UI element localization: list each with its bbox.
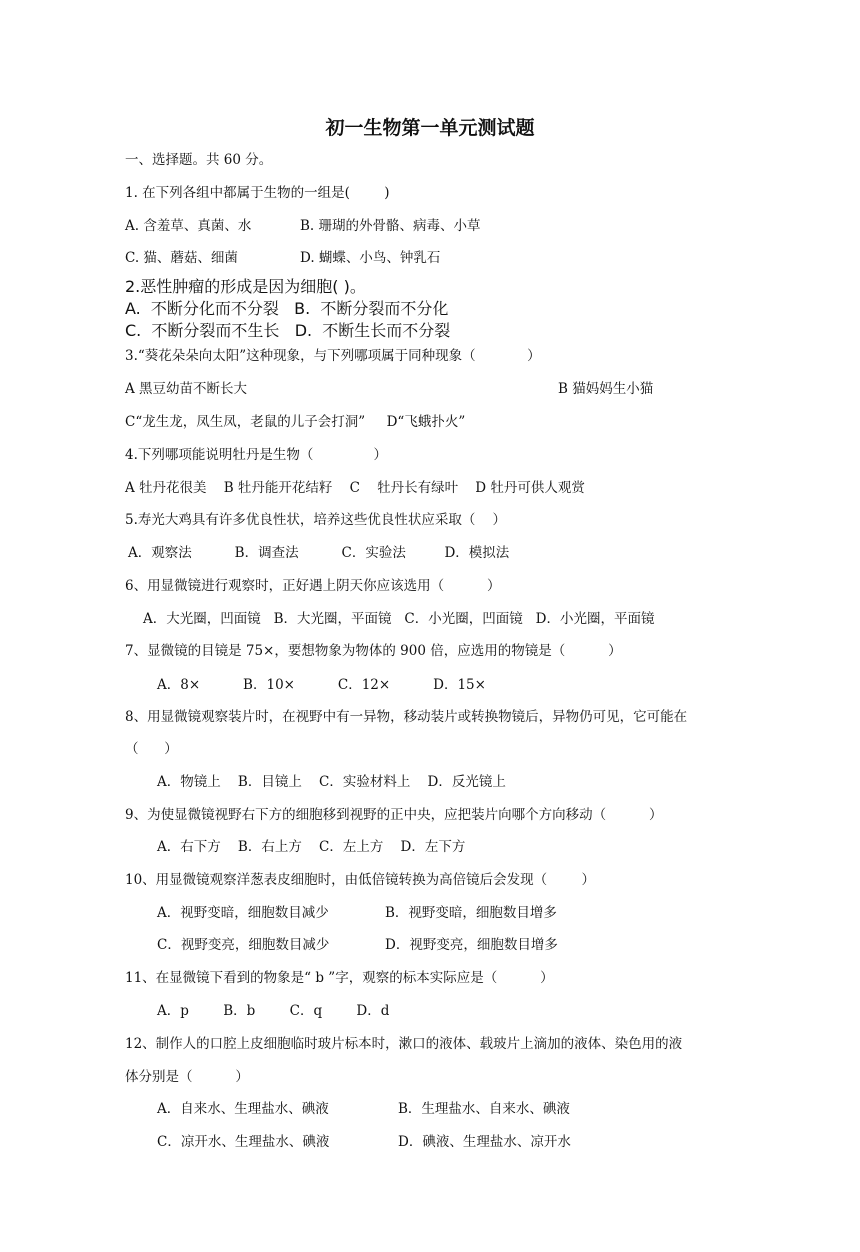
- question-12-option-a: A．自来水、生理盐水、碘液: [157, 1101, 329, 1117]
- question-4-stem: 4.下列哪项能说明牡丹是生物（ ）: [125, 447, 387, 463]
- question-3-stem: 3.“葵花朵朵向太阳”这种现象，与下列哪项属于同种现象（ ）: [125, 348, 541, 364]
- question-12-option-d: D．碘液、生理盐水、凉开水: [398, 1134, 571, 1150]
- question-1-option-a: A. 含羞草、真菌、水: [125, 218, 252, 234]
- question-2-options-ab: A. 不断分化而不分裂 B. 不断分裂而不分化: [125, 299, 449, 318]
- question-2-options-cd: C. 不断分裂而不生长 D. 不断生长而不分裂: [125, 321, 451, 340]
- question-12-option-b: B．生理盐水、自来水、碘液: [398, 1101, 570, 1117]
- question-3-option-a: A 黑豆幼苗不断长大: [125, 381, 248, 397]
- question-10-stem: 10、用显微镜观察洋葱表皮细胞时，由低倍镜转换为高倍镜后会发现（ ）: [125, 872, 596, 888]
- question-1-stem: 1. 在下列各组中都属于生物的一组是( ): [125, 185, 390, 201]
- question-1-option-c: C. 猫、蘑菇、细菌: [125, 250, 238, 266]
- question-10-option-c: C．视野变亮，细胞数目减少: [157, 937, 330, 953]
- question-1-option-d: D. 蝴蝶、小鸟、钟乳石: [300, 250, 441, 266]
- question-1-option-b: B. 珊瑚的外骨骼、病毒、小草: [300, 218, 481, 234]
- question-11-stem: 11、在显微镜下看到的物象是“ b ”字，观察的标本实际应是（ ）: [125, 970, 554, 986]
- question-4-options: A 牡丹花很美 B 牡丹能开花结籽 C 牡丹长有绿叶 D 牡丹可供人观赏: [125, 480, 585, 496]
- page-title: 初一生物第一单元测试题: [325, 117, 535, 139]
- question-3-options-cd: C“龙生龙，凤生凤，老鼠的儿子会打洞” D“飞蛾扑火”: [125, 414, 466, 430]
- question-10-option-b: B．视野变暗，细胞数目增多: [385, 905, 557, 921]
- question-5-options: A．观察法 B．调查法 C．实验法 D．模拟法: [128, 545, 510, 561]
- question-11-options: A．p B．b C．q D．d: [157, 1003, 390, 1019]
- question-10-option-d: D．视野变亮，细胞数目增多: [385, 937, 558, 953]
- question-9-stem: 9、为使显微镜视野右下方的细胞移到视野的正中央，应把装片向哪个方向移动（ ）: [125, 807, 663, 823]
- question-7-stem: 7、显微镜的目镜是 75×，要想物象为物体的 900 倍，应选用的物镜是（ ）: [125, 643, 622, 659]
- question-8-stem: 8、用显微镜观察装片时，在视野中有一异物，移动装片或转换物镜后，异物仍可见，它可能在: [125, 709, 688, 725]
- question-8-options: A．物镜上 B．目镜上 C．实验材料上 D．反光镜上: [157, 774, 506, 790]
- question-9-options: A．右下方 B．右上方 C．左上方 D．左下方: [157, 839, 466, 855]
- question-6-options: A．大光圈，凹面镜 B．大光圈，平面镜 C．小光圈，凹面镜 D．小光圈，平面镜: [143, 611, 655, 627]
- question-6-stem: 6、用显微镜进行观察时，正好遇上阴天你应该选用（ ）: [125, 578, 501, 594]
- question-12-stem-cont: 体分别是（ ）: [125, 1069, 249, 1085]
- question-2-stem: 2.恶性肿瘤的形成是因为细胞( )。: [125, 277, 366, 296]
- question-12-option-c: C．凉开水、生理盐水、碘液: [157, 1134, 330, 1150]
- question-5-stem: 5.寿光大鸡具有许多优良性状，培养这些优良性状应采取（ ）: [125, 512, 507, 528]
- question-12-stem: 12、制作人的口腔上皮细胞临时玻片标本时，漱口的液体、载玻片上滴加的液体、染色用的液: [125, 1036, 683, 1052]
- question-3-option-b: B 猫妈妈生小猫: [558, 381, 654, 397]
- question-7-options: A．8× B．10× C．12× D．15×: [157, 677, 486, 693]
- section-heading: 一、选择题。共 60 分。: [125, 152, 273, 168]
- question-10-option-a: A．视野变暗，细胞数目减少: [157, 905, 329, 921]
- question-8-stem-cont: （ ）: [125, 741, 178, 757]
